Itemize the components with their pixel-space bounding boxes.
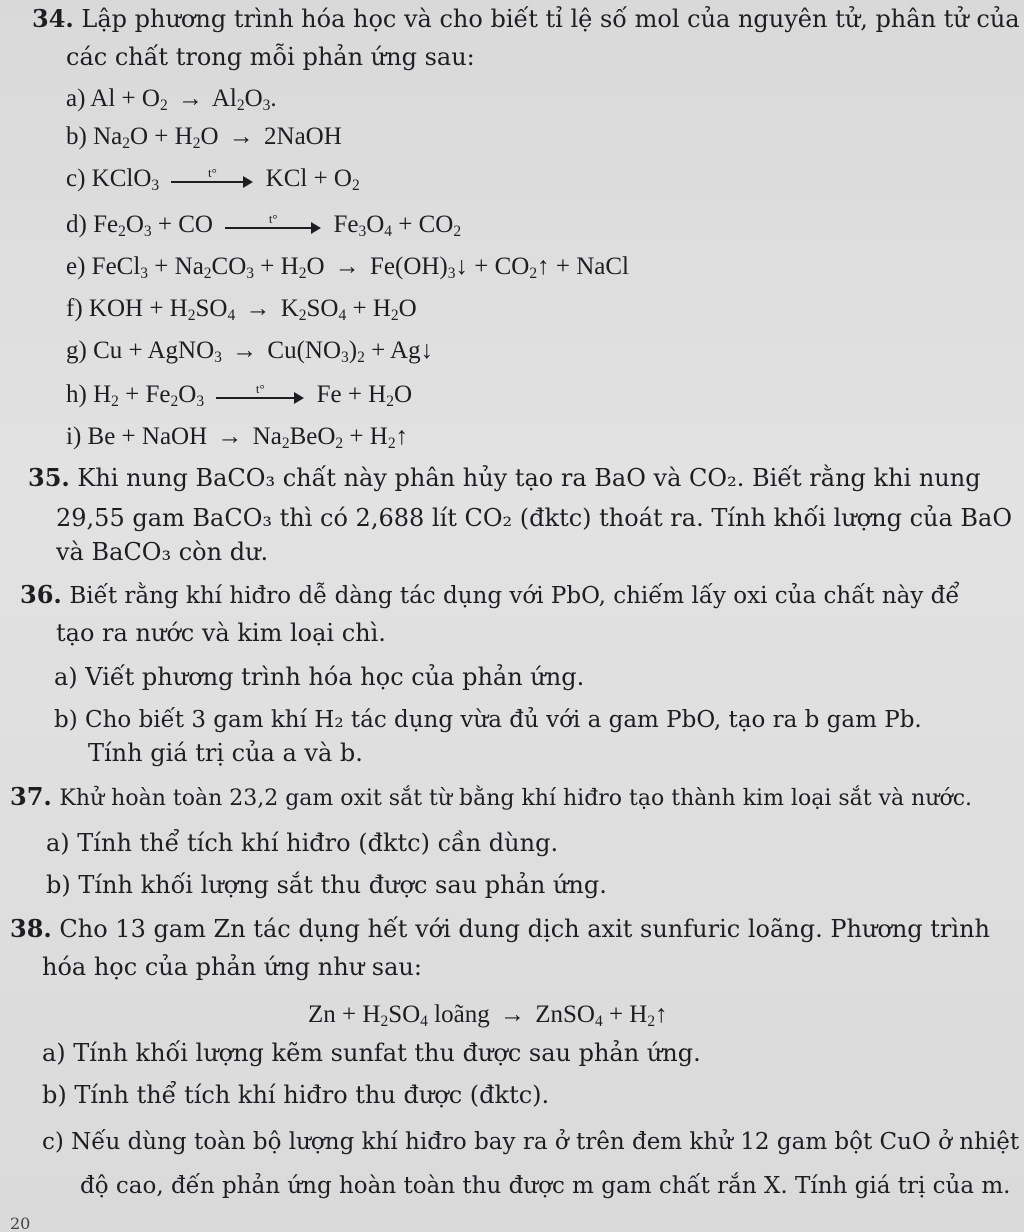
p35-number: 35.	[28, 463, 70, 492]
p36-a	[54, 662, 584, 692]
p36-b2	[88, 738, 363, 768]
p34-eq-c: c) KClO$_3$ t° KCl + $O_2$	[66, 165, 360, 194]
p34-f-label: f)	[66, 295, 83, 322]
p37-line1	[10, 782, 972, 814]
p37-a	[46, 828, 558, 858]
p34-c-label: c)	[66, 165, 86, 192]
p38-c2	[80, 1170, 1010, 1201]
p38-b-text: b) Tính thể tích khí hiđro thu được (đktc).	[42, 1081, 550, 1109]
p38-c1-text: c) Nếu dùng toàn bộ lượng khí hiđro bay ra ở trên đem khử 12 gam bột CuO ở nhiệt	[42, 1129, 1020, 1155]
heat-arrow-c: t°	[171, 170, 253, 190]
heat-arrow-h: t°	[216, 386, 304, 406]
p38-b	[42, 1080, 549, 1110]
p34-a-label: a)	[66, 85, 86, 112]
p37-b	[46, 870, 607, 900]
p34-e-label: e)	[66, 253, 86, 280]
p35-line3	[56, 537, 268, 567]
page-number: 20	[10, 1214, 31, 1232]
p34-eq-i: i) Be + NaOH → $Na_2BeO_2$ + $H_2↑$	[66, 423, 409, 452]
p36-line1	[20, 580, 960, 611]
p38-number: 38.	[10, 914, 52, 943]
p34-eq-g: g) Cu + AgNO$_3$ → $Cu(NO_3)_2$ + Ag↓	[66, 337, 434, 366]
p36-text2: tạo ra nước và kim loại chì.	[56, 619, 386, 647]
p38-c2-text: độ cao, đến phản ứng hoàn toàn thu được m gam chất rắn X. Tính giá trị của m.	[80, 1173, 1011, 1199]
p35-text1: Khi nung BaCO₃ chất này phân hủy tạo ra BaO và CO₂. Biết rằng khi nung	[77, 464, 981, 492]
p36-text1: Biết rằng khí hiđro dễ dàng tác dụng với PbO, chiếm lấy oxi của chất này để	[69, 583, 960, 609]
p34-title-line1	[32, 4, 1020, 34]
p37-b-text: b) Tính khối lượng sắt thu được sau phản ứng.	[46, 871, 607, 899]
p36-a-text: a) Viết phương trình hóa học của phản ứng.	[54, 663, 585, 691]
p35-text3: và BaCO₃ còn dư.	[56, 538, 269, 566]
p34-g-label: g)	[66, 337, 87, 364]
heat-arrow-d: t°	[225, 216, 321, 236]
p37-number: 37.	[10, 782, 52, 811]
p34-i-label: i)	[66, 423, 82, 450]
p34-eq-b: b) $Na_2O + H_2O$ → 2NaOH	[66, 123, 342, 152]
p37-a-text: a) Tính thể tích khí hiđro (đktc) cần dùng.	[46, 829, 559, 857]
p34-eq-h: h) $H_2 + Fe_2O_3$ t° $Fe + H_2O$	[66, 381, 413, 410]
p36-b2-text: Tính giá trị của a và b.	[88, 739, 363, 767]
p36-number: 36.	[20, 580, 62, 609]
p38-c1	[42, 1126, 1019, 1157]
p36-b1	[54, 704, 922, 735]
p34-eq-a: a) $Al + O_2 \to Al_2O_3$.	[66, 85, 277, 114]
p38-a-text: a) Tính khối lượng kẽm sunfat thu được sau phản ứng.	[42, 1039, 701, 1067]
p36-b1-text: b) Cho biết 3 gam khí H₂ tác dụng vừa đủ với a gam PbO, tạo ra b gam Pb.	[54, 707, 922, 733]
p34-title-text2: các chất trong mỗi phản ứng sau:	[66, 43, 475, 71]
p38-line1	[10, 914, 990, 944]
p34-title-line2	[66, 42, 475, 72]
p34-eq-d: d) $Fe_2O_3$ + CO t° $Fe_3O_4 + CO_2$	[66, 211, 462, 240]
p34-eq-f: f) KOH + $H_2SO_4 \to K_2SO_4 + H_2O$	[66, 295, 417, 324]
p34-title-text1: Lập phương trình hóa học và cho biết tỉ lệ số mol của nguyên tử, phân tử của	[81, 5, 1020, 33]
p37-text1: Khử hoàn toàn 23,2 gam oxit sắt từ bằng khí hiđro tạo thành kim loại sắt và nước.	[59, 786, 973, 811]
p34-eq-e: e) FeCl$_3$ + $Na_2CO_3 + H_2O$ → $Fe(OH)_3↓$ + $CO_2↑$ + NaCl	[66, 253, 629, 282]
p38-eq-word: loãng	[434, 1001, 490, 1028]
p34-b-label: b)	[66, 123, 87, 150]
p34-h-label: h)	[66, 381, 87, 408]
p35-line2	[56, 503, 1012, 533]
p35-text2: 29,55 gam BaCO₃ thì có 2,688 lít CO₂ (đktc) thoát ra. Tính khối lượng của BaO	[56, 504, 1013, 532]
p36-line2	[56, 618, 386, 648]
p38-line2	[42, 952, 422, 982]
p34-d-label: d)	[66, 211, 87, 238]
p38-equation: $Zn + H_2SO_4$ loãng → ZnSO$_4$ + $H_2↑$	[308, 1001, 668, 1030]
p38-text2: hóa học của phản ứng như sau:	[42, 953, 422, 981]
p35-line1	[28, 463, 981, 493]
p38-text1: Cho 13 gam Zn tác dụng hết với dung dịch axit sunfuric loãng. Phương trình	[59, 915, 990, 943]
p38-a	[42, 1038, 701, 1068]
p34-number: 34.	[32, 4, 74, 33]
